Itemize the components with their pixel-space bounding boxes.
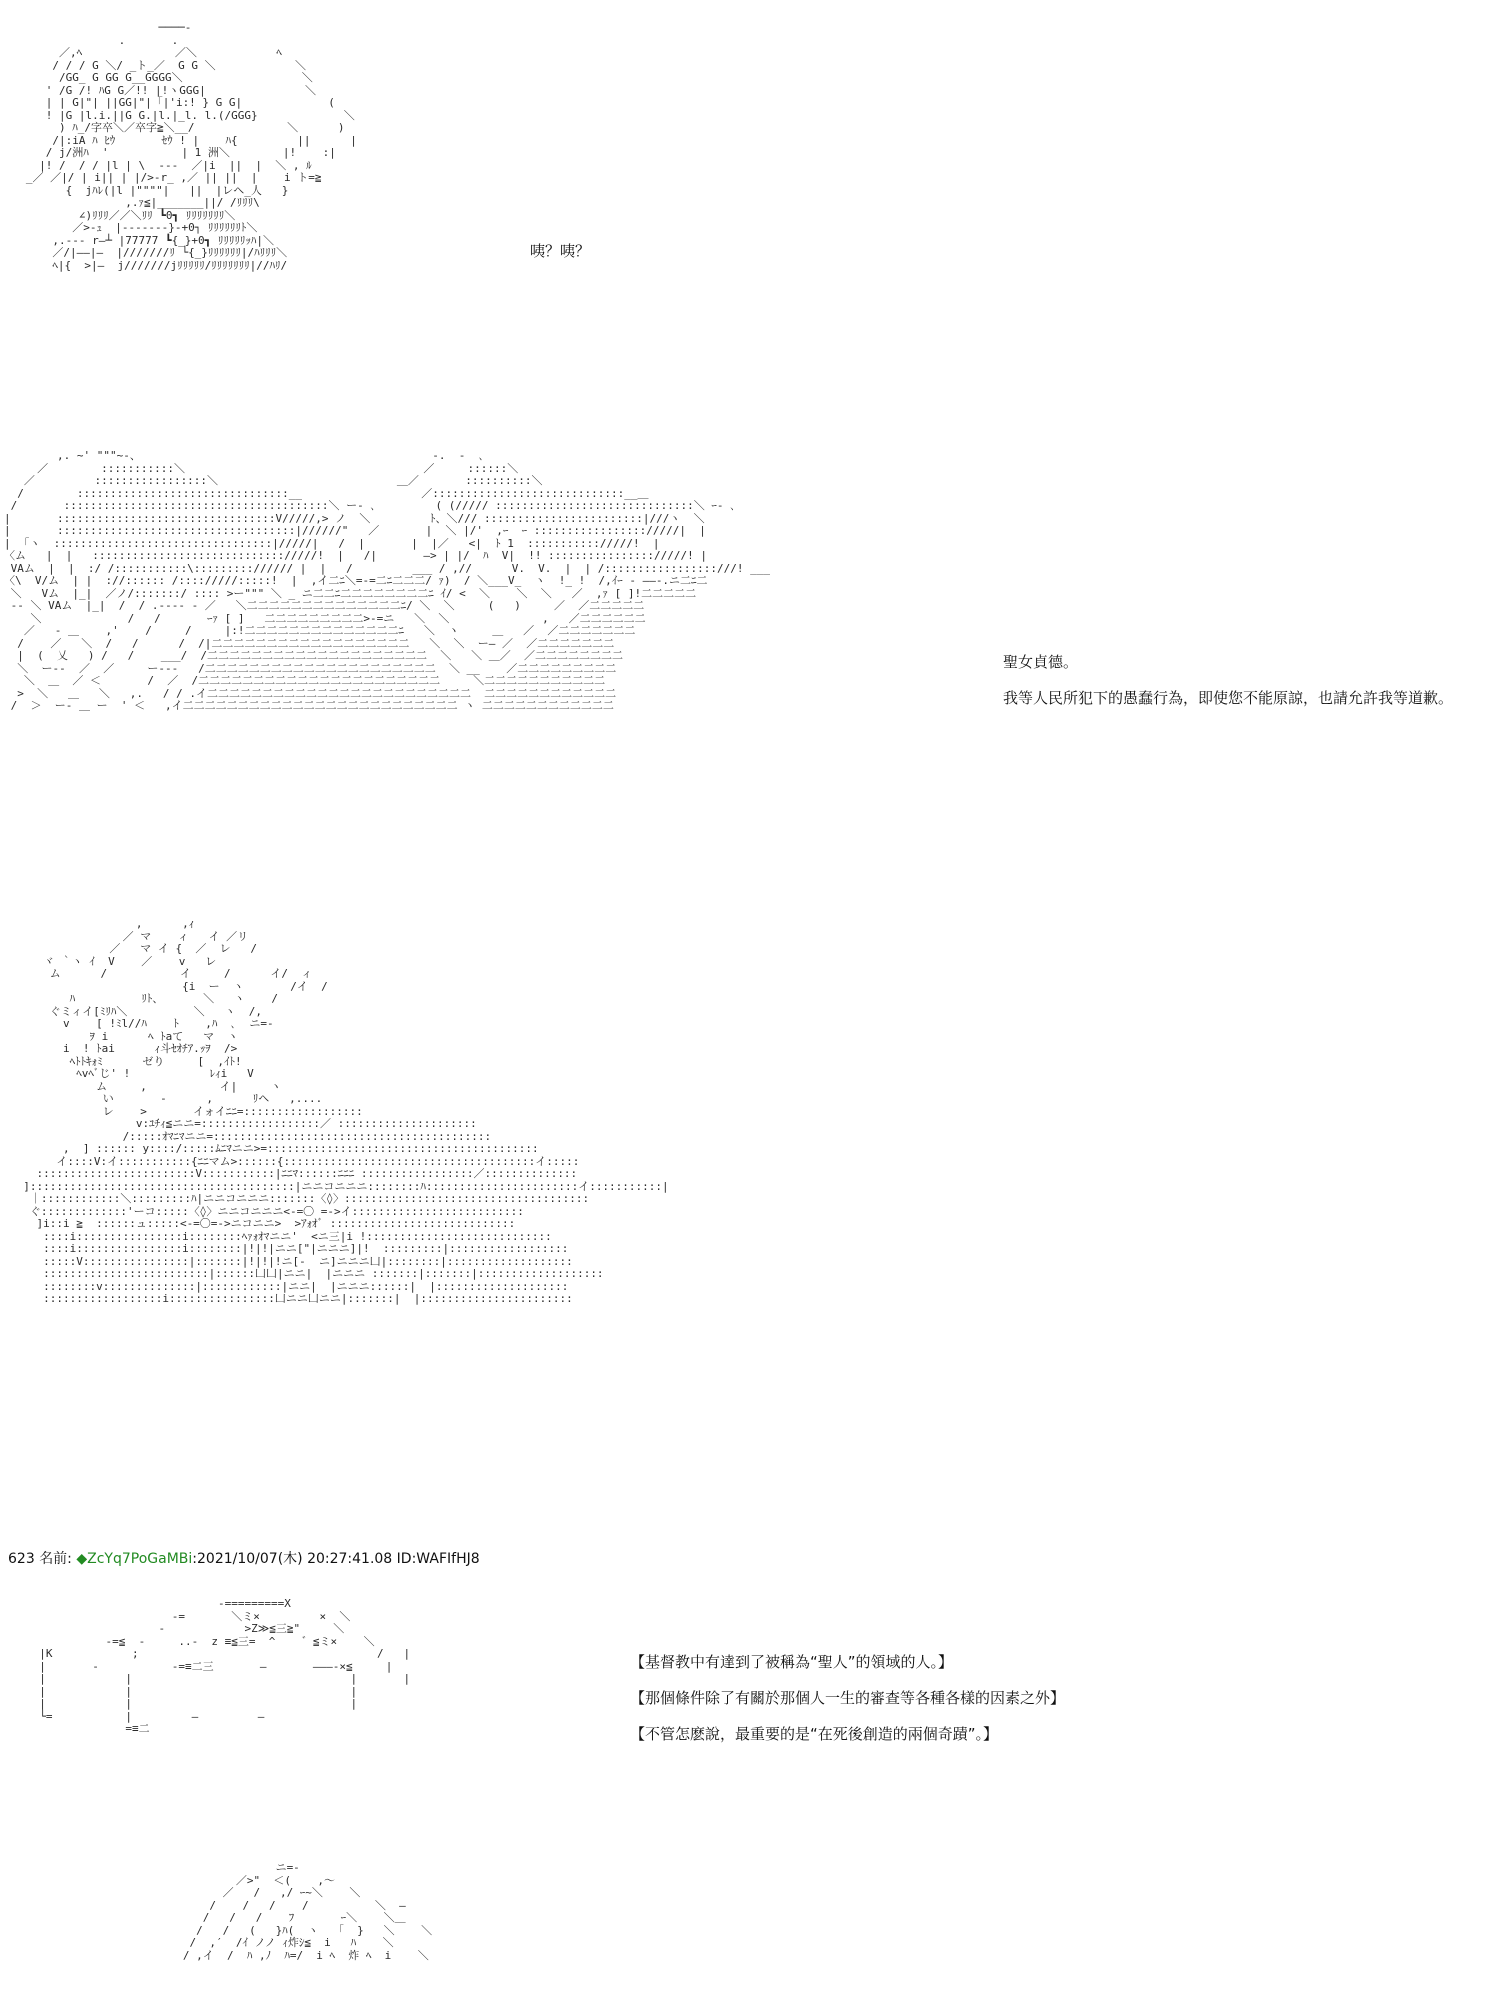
narration-line: 【不管怎麽說，最重要的是“在死後創造的兩個奇蹟”。】 [630, 1725, 999, 1743]
post-tripcode[interactable]: ◆ZcYq7PoGaMBi [76, 1551, 193, 1567]
post-id: ID:WAFIfHJ8 [396, 1551, 480, 1567]
post-number: 623 [8, 1551, 35, 1567]
narration-line: 【基督教中有達到了被稱為“聖人”的領域的人。】 [630, 1653, 954, 1671]
ascii-art-girl: ────- . . ／,ﾍ ／＼ ﾍ / / / G ＼/ _ト_／ G G ＼ ＼ /GG_ G GG G__GGGG＼ ＼ ' /G /! ﾊG G／!! |!ヽGGG| ＼ | | G|"| ||GG|"|「|'i:! } G G| ( ! |G |l.i.||G G.|l.|_l. l.(/GGG} ＼ ) ﾊ_/字卒＼／卒字≧＼__/ ＼ ) /|:iA ﾊ ﾋｳ ｾｳ ! | ﾊ{ || | / j/洲ﾊ ' | 1 洲＼ |! :| |! / / / |l | \ --- ／|i || | ＼ , ﾙ _／ ／|/ | i|| | |/>-r_ ,／ || || | i ト=≧ { jﾊﾚ(|l |""""| || |レヘ_人 } ,.ｧ≦|_______||/ /ﾘﾘﾘ\ ∠)ﾘﾘﾘ／／＼ﾘﾘ ┗0┓ ﾘﾘﾘﾘﾘﾘﾘ＼ ／>-ｭ |-------}-+0┐ ﾘﾘﾘﾘﾘﾘﾄ＼ ,.--- r―┴ |77777 ┗{_}+0┓ ﾘﾘﾘﾘﾘｯﾊ|＼ ／/|――|― |///////ﾘ └{_}ﾘﾘﾘﾘﾘﾘ|/ﾊﾘﾘﾘ＼ ﾍ|{ >|― j///////jﾘﾘﾘﾘﾘ/ﾘﾘﾘﾘﾘﾘﾘ|//ﾊﾘ/ [25, 21, 357, 272]
dialog-line: 咦？咦？ [530, 242, 591, 260]
dialog-line: 聖女貞德。 [1003, 653, 1079, 671]
dialog-line: 我等人民所犯下的愚蠢行為，即使您不能原諒，也請允許我等道歉。 [1003, 689, 1454, 707]
ascii-art-armored-figure: , ,ｨ ／ マ ィ イ ／リ ／ マ イ { ／ レ / ヾ ｀ヽ ｲ V ／ v レ ム / イ / イ/ ィ {i ー ヽ /イ / ﾊ ﾘﾄ、 ＼ ヽ / ぐミィイ[ﾐﾘﾊ＼ ＼ ヽ /, v [ !ﾐl//ﾊ ﾄ ,ﾊ ､ ニ=- ｦ i ﾍ ﾄaて マ ヽ i ! ﾄai ｨ斗ｾｵﾁｱ.ｯｦ /> ﾍﾄﾄｷｫﾐ ゼり [ ,ｲﾄ! ﾍvﾍﾞじ' ! ﾚｨi V ム , イ| ヽ い - , ﾘヘ ,.... レ > イォイﾆﾆ=:::::::::::::::::: v:ﾕﾁｨ≦ニニ=::::::::::::::::::／ ::::::::::::::::::::: /:::::ｵﾏﾆﾏニニ=:::::::::::::::::::::::::::::::::::::::::: , ] :::::: y::::/:::::ﾑﾆﾏニニ>=::::::::::::::::::::::::::::::::::::::::: イ::::V:イ:::::::::::{ﾆﾆマム>::::::{::::::::::::::::::::::::::::::::::::::イ::::: ::::::::::::::::::::::::V:::::::::::|ﾆﾆﾏ::::::ﾆﾆﾆ :::::::::::::::::／:::::::::::::: ]::::::::::::::::::::::::::::::::::::::::|ニニコニニニ::::::::ﾊ:::::::::::::::::::::::イ:::::::::::| ｜::::::::::::＼:::::::::ﾊ|ニニコニニニ:::::::〈◊〉::::::::::::::::::::::::::::::::::::: ぐ:::::::::::::'ーコ:::::〈◊〉ニニコニニニ<-=〇 =->イ:::::::::::::::::::::::::: ]i::i ≧ ::::::ュ:::::<-=〇=->ニコニニ> >ｱｫｵﾞ :::::::::::::::::::::::::::: ::::i::::::::::::::::i::::::::ﾍｧｫｵﾏニニ' <ニ三|i !:::::::::::::::::::::::::::: ::::i::::::::::::::::i::::::::|!|!|ニニ["|ニニニ]|! :::::::::|:::::::::::::::::: :::::V::::::::::::::::|:::::::|!|!|!ニ[- ニ]ニニニ凵|::::::::|::::::::::::::::::: :::::::::::::::::::::::::|::::::凵凵|ニニ| |ニニニ :::::::|:::::::|::::::::::::::::::: ::::::::v::::::::::::::|::::::::::::|ニニ| |ニニニ::::::| |:::::::::::::::::::: ::::::::::::::::::i::::::::::::::::凵ニニ凵ニニ|:::::::| |::::::::::::::::::::::: [23, 917, 669, 1305]
post-header [8, 1548, 480, 1568]
narration-line: 【那個條件除了有關於那個人一生的審查等各種各樣的因素之外】 [630, 1689, 1066, 1707]
ascii-art-table: -=========X -= ＼ミ× × ＼ - >Z≫≦三≧" ＼ -=≦ - ..- z ≡≦三= ^ ゛≦ミ× ＼ |K ; / | | - -=≡二三 ― ―――-×≦ | | | | | | | | | | | └= | ― ― =≡二 [39, 1597, 411, 1735]
post-name-label: 名前: [39, 1551, 72, 1567]
ascii-art-kneeling-crowd: ,. ~' """~-、 -. - ､ ／ :::::::::::＼ ／ ::::::＼ ／ :::::::::::::::::＼ ＿／ ::::::::::＼ / ::::::::::::::::::::::::::::::::__ ／:::::::::::::::::::::::::::::__＿ / ::::::::::::::::::::::::::::::::::::::::＼ ー- ､ ( (///// ::::::::::::::::::::::::::::::＼ ｰ- ､ | :::::::::::::::::::::::::::::::::V/////,> ノ ＼ ﾄ、＼/// ::::::::::::::::::::::::|///ヽ ＼ | ::::::::::::::::::::::::::::::::::::|//////" ／ | ＼ |/' ,ｰ ｰ ::::::::::::::::://///| | | ｢ヽ :::::::::::::::::::::::::::::::::|/////| / | | |／ <| ﾄ 1 ::::::::::://///! | 〈ム | | ::::::::::::::::::::::::::::://///! | /| —> | |/ ﾊ V| !! :::::::::::::::://///! | VAム | | :/ /:::::::::::\:::::::::////// | | / ___ / ,// V. V. | | /:::::::::::::::::///! ___ 〈\ V/ム | | ://:::::: /:::://///:::::! | ,イ二ﾆ＼=-=二ﾆ二二二/ ｧ) / ＼___V_ ヽ !_ ! /,ｲｰ ‐ ――-.ニ二ﾆ二 ＼ Vム |_| ／ノ/:::::::/ :::: >ー""" ＼ _ ニ二二ﾆ二二二二二二二二ﾆ ｲ/ < ＼ ＼ ＼ ／ ,ｧ [ ]!二二二二二 -‐ ＼ VAム |_| / / .-‐‐- ‐ ／ ＼二二二二二二二二二二二二二二ﾆ/ ＼ ＼ ( ) ／ ／二二二二二 ＼ / / ｰｧ [ ] 二二二二二二二二二>-=ニ ＼ ＼ , ／二二二二二二 ／ ‐ ＿ ,' / / |:!二二二二二二二二二二二二二二ﾆ ＼ ヽ ＿ ／ ／二二二二二二二 / ／ ＼ / / / /|二二二二二二二二二二二二二二二二二二 ＼ ＼ ー― ／ ／二二二二二二二 | ( 乂 ) / / ___/ /二二二二二二二二二二二二二二二二二二二二 ＼ ＼ ＿／ ／二二二二二二二二 ＼ ー‐‐ ／ ／ ー‐‐‐ /二二二二二二二二二二二二二二二二二二二二二 ＼ __ ／二二二二二二二二二 ＼ ＿ ／ ＜ / ／ /二二二二二二二二二二二二二二二二二二二二二二 ＼二二二二二二二二二二二 > ＼ ＿ ＼ ,. / / .イ二二二二二二二二二二二二二二二二二二二二二二二二 二二二二二二二二二二二二 / ＞ ー- ＿ ー ' ＜ ,イ二二二二二二二二二二二二二二二二二二二二二二二二二 ヽ 二二二二二二二二二二二二 [4, 449, 770, 712]
ascii-art-character-head: ニ=- ／>" ＜( ,～ ／ / ,/ ｰ~＼ ＼ / / / / ＼ ― / / / ﾌ ｰ＼ ＼＿ / / ( }ﾊ( ヽ ｢ } ＼ ＼ / ,′ /ｲ ノノ ｨ炸ｼ≦ i ﾊ ＼ / ,イ / ﾊ ,ﾉ ﾊ=/ i ﾍ 炸 ﾍ i ＼ [182, 1861, 433, 1962]
post-datetime: :2021/10/07(木) 20:27:41.08 [192, 1551, 393, 1567]
